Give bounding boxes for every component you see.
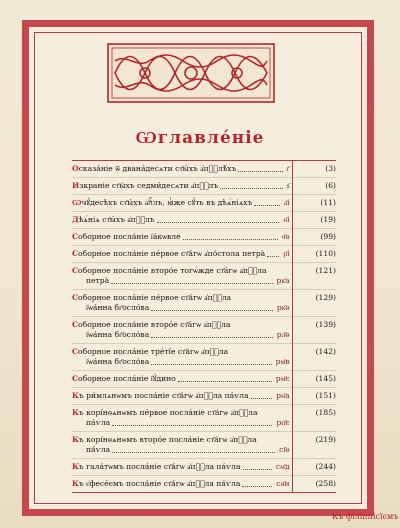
toc-entry-title-cell xyxy=(72,290,292,317)
toc-entry-line xyxy=(72,293,290,303)
toc-entry xyxy=(72,290,336,317)
toc-entry-text xyxy=(72,479,240,489)
toc-entry-line xyxy=(72,408,290,418)
toc-entry xyxy=(72,263,336,290)
toc-entry xyxy=(72,246,336,263)
red-initial-letter: О xyxy=(72,164,79,173)
red-initial-letter: С xyxy=(72,374,79,383)
interlace-headpiece-ornament xyxy=(107,43,275,103)
toc-entry-text xyxy=(86,303,149,313)
toc-entry-page-number: (258) xyxy=(292,476,336,493)
toc-entry xyxy=(72,229,336,246)
red-initial-letter: С xyxy=(72,320,79,329)
toc-entry-text xyxy=(86,445,110,455)
dot-leader xyxy=(220,188,282,189)
toc-entry-page-number: (110) xyxy=(292,246,336,263)
toc-entry-text xyxy=(72,181,218,191)
church-slavonic-folio-number: сі҃ѳ xyxy=(279,445,290,454)
red-initial-letter: К xyxy=(72,479,79,488)
toc-entry-line xyxy=(72,266,290,276)
toc-entry-page-number: (142) xyxy=(292,344,336,371)
toc-entry-page-number: (145) xyxy=(292,371,336,388)
church-slavonic-folio-number: рм҃в xyxy=(275,357,290,366)
catchword: Къ фїлїппı́сїємъ xyxy=(332,512,399,521)
toc-entry-title-cell xyxy=(72,212,292,229)
toc-entry-title: оборное посла́ніе тре́тїе ст҃а́гѡ а҆пⷭ҇ла xyxy=(78,347,229,356)
toc-entry-line xyxy=(72,303,290,313)
toc-entry-title: зкраніе ст҃ы́хъ седми́десѧти а҆пⷭ҇лъ xyxy=(79,181,219,190)
dot-leader xyxy=(183,239,278,240)
toc-entry-line xyxy=(72,198,290,208)
toc-entry-title: і҆ѡа́нна бг҃осло́ва xyxy=(86,330,150,339)
toc-entry-title: оборное посла́ніе і҆ꙋ́дино xyxy=(78,374,176,383)
toc-entry-title: ъ корі́нѳѧнѡмъ пе́рвое посла́ніе ст҃а́гѡ а҆пⷭ҇ла xyxy=(78,408,258,417)
toc-entry-title: оборное посла́ніе пе́рвое ст҃а́гѡ а҆пⷭ҇ла xyxy=(78,293,232,302)
toc-entry-line xyxy=(72,435,290,445)
toc-entry-page-number: (19) xyxy=(292,212,336,229)
church-slavonic-folio-number: а҃і xyxy=(283,198,290,207)
toc-entry-title-cell xyxy=(72,317,292,344)
toc-entry-line xyxy=(72,418,290,428)
toc-entry-text xyxy=(72,232,181,242)
red-initial-letter: С xyxy=(72,232,79,241)
red-initial-letter: К xyxy=(72,408,79,417)
toc-entry-title: і҆ѡа́нна бг҃осло́ва xyxy=(86,357,150,366)
toc-entry-page-number: (6) xyxy=(292,178,336,195)
toc-entry-title-cell xyxy=(72,388,292,405)
dot-leader xyxy=(251,398,273,399)
dot-leader xyxy=(111,283,272,284)
toc-entry-page-number: (139) xyxy=(292,317,336,344)
toc-entry xyxy=(72,161,336,178)
toc-entry-line xyxy=(72,276,290,286)
toc-entry-page-number: (129) xyxy=(292,290,336,317)
toc-entry-title-cell xyxy=(72,263,292,290)
toc-entry-text xyxy=(72,164,236,174)
red-initial-letter: И xyxy=(72,181,80,190)
toc-entry-text xyxy=(72,293,231,303)
toc-entry-title: і҆ѡа́нна бг҃осло́ва xyxy=(86,303,150,312)
toc-entry-text xyxy=(86,418,110,428)
dot-leader xyxy=(151,364,271,365)
church-slavonic-folio-number: рк҃а xyxy=(276,276,290,285)
toc-entry-text xyxy=(72,391,249,401)
dot-leader xyxy=(267,256,279,257)
table-of-contents xyxy=(72,160,336,493)
toc-entry xyxy=(72,195,336,212)
toc-entry-page-number: (151) xyxy=(292,388,336,405)
toc-entry-title-cell xyxy=(72,405,292,432)
toc-entry xyxy=(72,317,336,344)
church-slavonic-folio-number: сн҃и xyxy=(276,479,290,488)
dot-leader xyxy=(151,337,273,338)
toc-entry-title: ъ корі́нѳѧнѡмъ второ́е посла́ніе ст҃а́гѡ а҆пⷭ҇ла xyxy=(78,435,257,444)
toc-entry-title-cell xyxy=(72,161,292,178)
church-slavonic-folio-number: ѳ҃і xyxy=(283,215,290,224)
toc-entry-title: ъ гала́тѡмъ посла́ніе ст҃а́гѡ а҆пⷭ҇ла па́ѵла xyxy=(78,462,241,471)
dot-leader xyxy=(157,222,280,223)
toc-entry-page-number: (3) xyxy=(292,161,336,178)
red-initial-letter: С xyxy=(72,347,79,356)
toc-entry-text xyxy=(86,357,149,367)
church-slavonic-folio-number: рл҃ѳ xyxy=(276,330,290,339)
toc-entry-text xyxy=(72,408,258,418)
toc-entry-text xyxy=(72,266,267,276)
toc-entry-page-number: (244) xyxy=(292,459,336,476)
contents-heading: Ѡглавле́ніе xyxy=(135,128,265,148)
toc-entry xyxy=(72,388,336,405)
toc-entry-title-cell xyxy=(72,476,292,493)
toc-entry-title-cell xyxy=(72,246,292,263)
toc-entry xyxy=(72,405,336,432)
toc-entry-title-cell xyxy=(72,371,292,388)
toc-entry-line xyxy=(72,462,290,472)
toc-entry-line xyxy=(72,357,290,367)
church-slavonic-folio-number: рн҃а xyxy=(276,391,290,400)
church-slavonic-folio-number: р҃і xyxy=(283,249,290,258)
toc-entry-title-cell xyxy=(72,229,292,246)
dot-leader xyxy=(254,205,279,206)
toc-entry-line xyxy=(72,232,290,242)
toc-entry-title: па́ѵла xyxy=(86,445,111,454)
toc-entry-text xyxy=(72,198,252,208)
red-initial-letter: Д xyxy=(72,215,79,224)
church-slavonic-folio-number: г҃ xyxy=(286,164,290,173)
toc-entry-line xyxy=(72,320,290,330)
red-initial-letter: К xyxy=(72,391,79,400)
toc-entry-title: оборное посла́ніе второ́е ст҃а́гѡ а҆пⷭ҇ла xyxy=(78,320,231,329)
red-initial-letter: К xyxy=(72,435,79,444)
toc-entry-title-cell xyxy=(72,432,292,459)
church-slavonic-folio-number: ч҃ѳ xyxy=(281,232,290,241)
toc-entry-line xyxy=(72,249,290,259)
toc-entry-title: ъ є҆фесе́ємъ посла́ніе ст҃а́гѡ а҆пⷭ҇ла па́ѵла xyxy=(78,479,241,488)
church-slavonic-folio-number: рк҃ѳ xyxy=(276,303,290,312)
toc-entry-text xyxy=(72,374,176,384)
toc-entry-text xyxy=(72,347,228,357)
toc-entry-title: оборное посла́ніе і҆а́кѡвле xyxy=(78,232,181,241)
toc-entry-text xyxy=(86,276,109,286)
toc-entry-page-number: (121) xyxy=(292,263,336,290)
toc-entry-page-number: (185) xyxy=(292,405,336,432)
red-initial-letter: С xyxy=(72,249,79,258)
toc-entry-title-cell xyxy=(72,178,292,195)
toc-entry-page-number: (219) xyxy=(292,432,336,459)
toc-entry xyxy=(72,476,336,493)
toc-table xyxy=(72,160,336,493)
toc-entry-line xyxy=(72,330,290,340)
toc-entry-title: петра̀ xyxy=(86,276,110,285)
toc-entry-line xyxy=(72,215,290,225)
toc-entry-line xyxy=(72,445,290,455)
toc-entry-text xyxy=(72,215,155,225)
red-initial-letter: С xyxy=(72,293,79,302)
toc-entry-page-number: (99) xyxy=(292,229,336,246)
dot-leader xyxy=(112,452,275,453)
toc-entry-text xyxy=(72,462,241,472)
toc-entry-line xyxy=(72,391,290,401)
church-slavonic-folio-number: ѕ҃ xyxy=(286,181,290,190)
dot-leader xyxy=(242,486,272,487)
toc-entry-title: чꙋ́десѣхъ ст҃ы́хъ а҆пⷭ҇лъ, ꙗ҆̀же сꙋ́ть въ дѣѧ́ніѧхъ xyxy=(81,198,253,207)
toc-entry xyxy=(72,432,336,459)
red-initial-letter: К xyxy=(72,462,79,471)
toc-entry xyxy=(72,344,336,371)
dot-leader xyxy=(112,425,272,426)
toc-entry-text xyxy=(72,249,265,259)
dot-leader xyxy=(151,310,273,311)
dot-leader xyxy=(243,469,272,470)
church-slavonic-folio-number: рп҃є xyxy=(276,418,290,427)
toc-entry-title: сказа́ніе ѿ двана́десѧти ст҃ы́хъ а҆пⷭ҇лѣ́хъ xyxy=(78,164,237,173)
toc-entry-text xyxy=(72,435,257,445)
toc-entry-title-cell xyxy=(72,459,292,476)
toc-entry xyxy=(72,459,336,476)
toc-entry-line xyxy=(72,374,290,384)
toc-entry-line xyxy=(72,181,290,191)
dot-leader xyxy=(238,171,282,172)
toc-entry-title-cell xyxy=(72,344,292,371)
toc-entry-title: оборное посла́ніе пе́рвое ст҃а́гѡ а҆по́стола петра̀ xyxy=(78,249,266,258)
toc-entry xyxy=(72,178,336,195)
toc-entry-text xyxy=(72,320,230,330)
red-initial-letter: С xyxy=(72,266,79,275)
toc-entry-title: ѣѧ́ніѧ ст҃ы́хъ а҆пⷭ҇лъ xyxy=(78,215,155,224)
toc-entry xyxy=(72,212,336,229)
toc-entry-text xyxy=(86,330,149,340)
church-slavonic-folio-number: рм҃є xyxy=(275,374,290,383)
red-initial-letter: Ѡ xyxy=(72,198,82,207)
toc-entry-title-cell xyxy=(72,195,292,212)
toc-entry xyxy=(72,371,336,388)
toc-entry-line xyxy=(72,164,290,174)
toc-entry-title: оборное посла́ніе второ́е тогѡ́жде ст҃а́гѡ а҆пⷭ҇ла xyxy=(78,266,267,275)
toc-entry-title: ъ ри́млѧнѡмъ посла́ніе ст҃а́гѡ а҆пⷭ҇ла па́ѵла xyxy=(78,391,249,400)
toc-entry-line xyxy=(72,347,290,357)
toc-entry-line xyxy=(72,479,290,489)
toc-entry-title: па́ѵла xyxy=(86,418,111,427)
dot-leader xyxy=(178,381,272,382)
church-slavonic-folio-number: см҃д xyxy=(275,462,290,471)
toc-entry-page-number: (11) xyxy=(292,195,336,212)
